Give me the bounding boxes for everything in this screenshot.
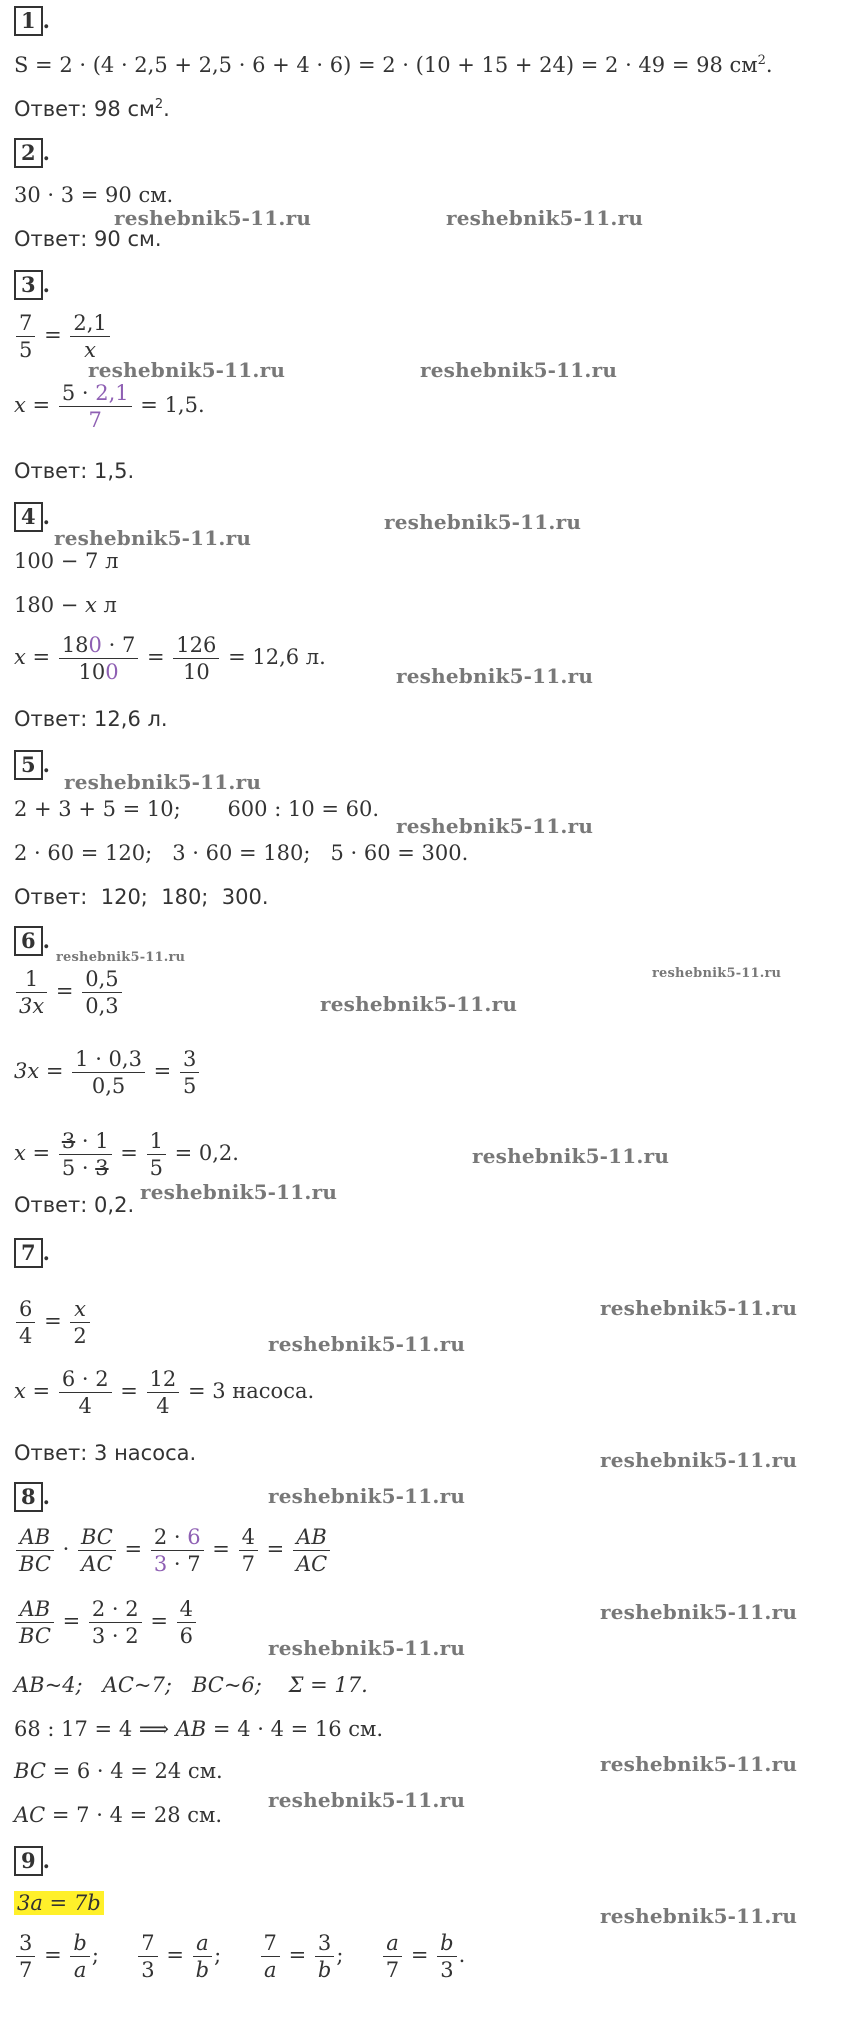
watermark: reshebnik5-11.ru <box>268 1636 466 1660</box>
problem-8-header: 8 . <box>14 1482 50 1512</box>
problem-number: 5 <box>14 750 43 780</box>
watermark: reshebnik5-11.ru <box>320 992 518 1016</box>
problem-number: 6 <box>14 926 43 956</box>
watermark: reshebnik5-11.ru <box>396 664 594 688</box>
problem-4-solution: x = $\frac{180 \cdot 7}{100}$ = $\frac{126}{10}$ = 12,6 л. <box>14 633 326 684</box>
watermark: reshebnik5-11.ru <box>420 358 618 382</box>
problem-8-ratio-1: $\frac{AB}{BC}$ · $\frac{BC}{AC}$ = $\frac{2 \cdot 6}{3 \cdot 7}$ = $\frac{4}{7}$ = $\frac{AB}{AC}$ <box>14 1524 332 1577</box>
watermark: reshebnik5-11.ru <box>384 510 582 534</box>
highlighted-equation: 3a = 7b <box>14 1891 104 1915</box>
watermark: reshebnik5-11.ru <box>652 966 782 981</box>
problem-number: 2 <box>14 138 43 168</box>
problem-4-answer: Ответ: 12,6 л. <box>14 707 168 731</box>
watermark: reshebnik5-11.ru <box>396 814 594 838</box>
problem-6-solution: x = $\frac{3 \cdot 1}{5 \cdot 3}$ = $\frac{1}{5}$ = 0,2. <box>14 1129 239 1180</box>
problem-6-answer: Ответ: 0,2. <box>14 1193 135 1217</box>
problem-1-answer: Ответ: 98 $см^2$. <box>14 97 170 121</box>
watermark: reshebnik5-11.ru <box>472 1144 670 1168</box>
problem-1-equation: S = 2 · (4 · 2,5 + 2,5 · 6 + 4 · 6) = 2 · (10 + 15 + 24) = 2 · 49 = 98 $см^2$. <box>14 53 773 77</box>
watermark: reshebnik5-11.ru <box>600 1904 798 1928</box>
watermark: reshebnik5-11.ru <box>600 1448 798 1472</box>
problem-7-proportion: $\frac{6}{4}$ = $\frac{x}{2}$ <box>14 1296 92 1349</box>
watermark: reshebnik5-11.ru <box>268 1332 466 1356</box>
problem-3-answer: Ответ: 1,5. <box>14 459 135 483</box>
problem-8-ratio-2: $\frac{AB}{BC}$ = $\frac{2 \cdot 2}{3 \cdot 2}$ = $\frac{4}{6}$ <box>14 1596 198 1649</box>
problem-number: 1 <box>14 6 43 36</box>
problem-7-header: 7 . <box>14 1238 50 1268</box>
problem-number: 9 <box>14 1846 43 1876</box>
problem-9-header: 9 . <box>14 1846 50 1876</box>
problem-6-proportion: $\frac{1}{3x}$ = $\frac{0,5}{0,3}$ <box>14 966 124 1019</box>
problem-8-line-6: AC = 7 · 4 = 28 см. <box>14 1803 223 1827</box>
problem-5-line-2: 2 · 60 = 120; 3 · 60 = 180; 5 · 60 = 300. <box>14 841 469 865</box>
watermark: reshebnik5-11.ru <box>140 1180 338 1204</box>
problem-5-answer: Ответ: 120; 180; 300. <box>14 885 269 909</box>
problem-3-solution: x = $\frac{5 \cdot 2,1}{7}$ = 1,5. <box>14 381 205 432</box>
problem-5-line-1: 2 + 3 + 5 = 10; 600 : 10 = 60. <box>14 797 380 821</box>
problem-number: 3 <box>14 270 43 300</box>
watermark: reshebnik5-11.ru <box>64 770 262 794</box>
problem-7-solution: x = $\frac{6 \cdot 2}{4}$ = $\frac{12}{4}$ = 3 насоса. <box>14 1367 315 1418</box>
watermark: reshebnik5-11.ru <box>114 206 312 230</box>
problem-number: 4 <box>14 502 43 532</box>
problem-7-answer: Ответ: 3 насоса. <box>14 1441 197 1465</box>
watermark: reshebnik5-11.ru <box>600 1600 798 1624</box>
problem-2-header: 2 . <box>14 138 50 168</box>
watermark: reshebnik5-11.ru <box>54 526 252 550</box>
problem-5-header: 5 . <box>14 750 50 780</box>
watermark: reshebnik5-11.ru <box>268 1484 466 1508</box>
watermark: reshebnik5-11.ru <box>446 206 644 230</box>
watermark: reshebnik5-11.ru <box>56 950 186 965</box>
watermark: reshebnik5-11.ru <box>88 358 286 382</box>
watermark: reshebnik5-11.ru <box>600 1752 798 1776</box>
problem-4-line-1: 100 − 7 л <box>14 549 119 573</box>
problem-2-answer: Ответ: 90 см. <box>14 227 162 251</box>
problem-4-line-2: 180 − x л <box>14 593 117 617</box>
problem-1-header: 1 . <box>14 6 50 36</box>
problem-6-header: 6 . <box>14 926 50 956</box>
problem-8-line-4: 68 : 17 = 4 ⟹ AB = 4 · 4 = 16 см. <box>14 1717 384 1741</box>
problem-6-step: 3x = $\frac{1 \cdot 0,3}{0,5}$ = $\frac{3}{5}$ <box>14 1046 201 1099</box>
problem-8-line-3: AB~4; AC~7; BC~6; Σ = 17. <box>14 1673 368 1697</box>
watermark: reshebnik5-11.ru <box>600 1296 798 1320</box>
problem-2-equation: 30 · 3 = 90 см. <box>14 183 174 207</box>
watermark: reshebnik5-11.ru <box>268 1788 466 1812</box>
problem-number: 7 <box>14 1238 43 1268</box>
problem-9-condition <box>14 1890 104 1916</box>
problem-4-header: 4 . <box>14 502 50 532</box>
problem-number: 8 <box>14 1482 43 1512</box>
problem-3-proportion: $\frac{7}{5}$ = $\frac{2,1}{x}$ <box>14 310 112 363</box>
problem-3-header: 3 . <box>14 270 50 300</box>
problem-9-proportions: $\frac{3}{7}$ = $\frac{b}{a}$ ; $\frac{7}{3}$ = $\frac{a}{b}$ ; $\frac{7}{a}$ = $\frac{3}{b}$ ; $\frac{a}{7}$ = $\frac{b}{3}$ . <box>14 1930 465 1983</box>
problem-8-line-5: BC = 6 · 4 = 24 см. <box>14 1759 223 1783</box>
